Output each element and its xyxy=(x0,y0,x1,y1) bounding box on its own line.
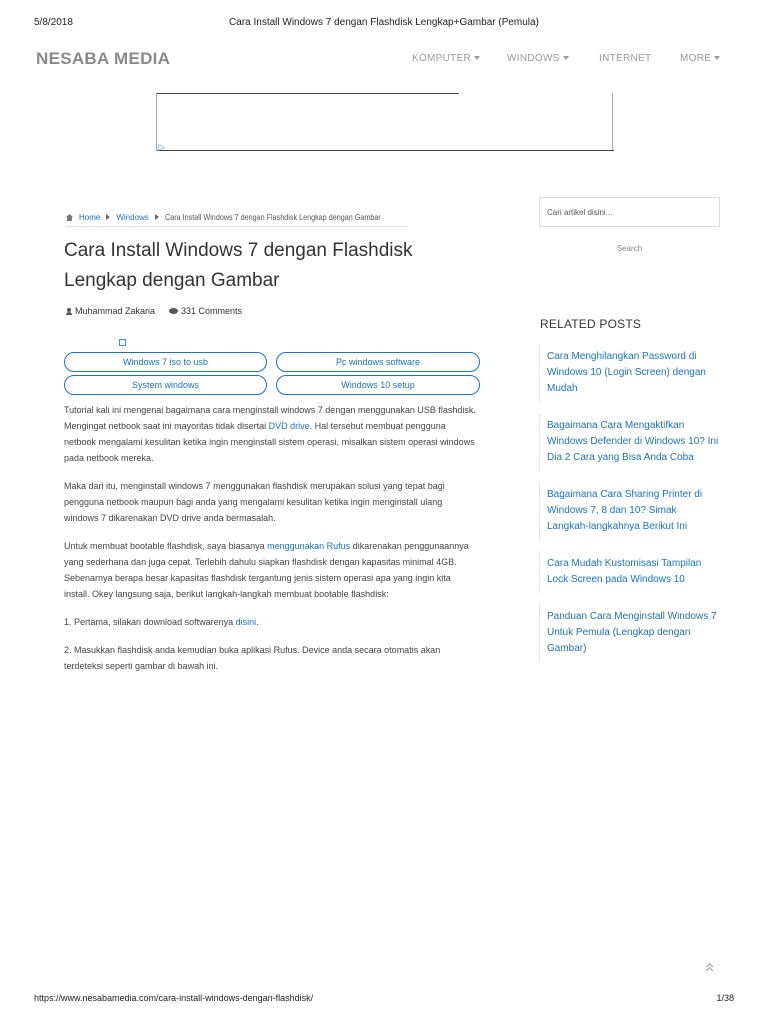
breadcrumb-category[interactable]: Windows xyxy=(116,213,149,222)
paragraph-text: 1. Pertama, silakan download softwarenya xyxy=(64,617,236,627)
adchoices-icon[interactable]: ▷ xyxy=(158,142,165,152)
paragraph xyxy=(64,402,476,466)
author-name[interactable]: Muhammad Zakaria xyxy=(75,306,156,316)
print-url: https://www.nesabamedia.com/cara-install-windows-dengan-flashdisk/ xyxy=(34,993,314,1003)
chevron-right-icon xyxy=(106,214,110,220)
print-header xyxy=(0,17,768,31)
nav-komputer[interactable] xyxy=(412,53,480,64)
nav-windows-label: WINDOWS xyxy=(507,53,560,64)
paragraph: Maka dari itu, menginstall windows 7 menggunakan flashdisk merupakan solusi yang tepat bagi pengguna netbook maupun bagi anda yang mengalami kesulitan ketika ingin menginstall ulang windows 7 dikarenakan DVD drive anda bermasalah. xyxy=(64,481,445,523)
chevron-down-icon xyxy=(474,56,480,60)
print-date: 5/8/2018 xyxy=(34,17,73,28)
related-post-link[interactable]: Cara Menghilangkan Password di Windows 10 (Login Screen) dengan Mudah xyxy=(539,344,720,402)
adchoices-icon[interactable] xyxy=(119,339,126,346)
nav-windows[interactable] xyxy=(507,53,569,64)
page-title: Cara Install Windows 7 dengan Flashdisk Lengkap dengan Gambar xyxy=(64,240,413,291)
paragraph xyxy=(64,538,476,602)
ad-link-button[interactable]: Windows 10 setup xyxy=(276,375,480,395)
chevron-down-icon xyxy=(563,56,569,60)
chevron-right-icon xyxy=(155,214,159,220)
print-title: Cara Install Windows 7 dengan Flashdisk Lengkap+Gambar (Pemula) xyxy=(229,17,539,28)
print-footer xyxy=(0,993,768,1007)
related-post-link[interactable]: Cara Mudah Kustomisasi Tampilan Lock Screen pada Windows 10 xyxy=(539,551,720,593)
breadcrumb-home[interactable]: Home xyxy=(79,213,101,222)
search-input[interactable] xyxy=(539,197,720,227)
paragraph-text: Untuk membuat bootable flashdisk, saya biasanya xyxy=(64,541,268,551)
rufus-link[interactable]: menggunakan Rufus xyxy=(267,541,351,551)
related-posts-heading: RELATED POSTS xyxy=(540,317,642,331)
article-body xyxy=(64,402,476,686)
paragraph-text: . xyxy=(256,617,259,627)
paragraph: 2. Masukkan flashdisk anda kemudian buka aplikasi Rufus. Device anda secara otomatis akan terdeteksi seperti gambar di bawah ini. xyxy=(64,645,441,671)
site-logo[interactable]: NESABA MEDIA xyxy=(36,49,171,68)
related-post-link[interactable]: Panduan Cara Menginstall Windows 7 Untuk Pemula (Lengkap dengan Gambar) xyxy=(539,604,720,662)
article-meta xyxy=(66,306,242,316)
related-post-link[interactable]: Bagaimana Cara Mengaktifkan Windows Defender di Windows 10? Ini Dia 2 Cara yang Bisa Anda Coba xyxy=(539,413,720,471)
ad-link-button[interactable]: Pc windows software xyxy=(276,352,480,372)
paragraph xyxy=(64,614,476,630)
user-icon xyxy=(66,308,72,315)
breadcrumb xyxy=(66,213,405,222)
paragraph-text: . Hal tersebut membuat pengguna netbook mengalami kesulitan ketika ingin menginstall sistem operasi, misalkan sistem operasi windows pada netbook mereka. xyxy=(64,421,475,463)
comments-icon xyxy=(169,308,178,314)
nav-komputer-label: KOMPUTER xyxy=(412,53,472,64)
chevron-down-icon xyxy=(714,56,720,60)
nav-internet[interactable] xyxy=(599,53,651,64)
ad-border-line xyxy=(157,150,614,151)
nav-more[interactable] xyxy=(680,53,720,64)
ad-border-line xyxy=(157,93,459,94)
ad-link-button[interactable]: System windows xyxy=(64,375,267,395)
paragraph-text: dikarenakan penggunaannya yang sederhana dan juga cepat. Terlebih dahulu siapkan flashdisk dengan kapasitas minimal 4GB. Sebenarnya berapa besar kapasitas flashdisk tergantung jenis sistem operasi apa yang ingin kita install. Okey langsung saja, berikut langkah-langkah membuat bootable flashdisk: xyxy=(64,541,469,599)
ad-banner[interactable] xyxy=(156,93,613,151)
download-link[interactable]: disini xyxy=(235,617,257,627)
dvd-drive-link[interactable]: DVD drive xyxy=(268,421,310,431)
print-page-number: 1/38 xyxy=(716,993,734,1003)
nav-internet-label: INTERNET xyxy=(599,53,652,64)
breadcrumb-current: Cara Install Windows 7 dengan Flashdisk Lengkap dengan Gambar xyxy=(164,213,381,222)
related-post-link[interactable]: Bagaimana Cara Sharing Printer di Windows 7, 8 dan 10? Simak Langkah-langkahnya Berikut Ini xyxy=(539,482,720,540)
home-icon xyxy=(66,214,73,221)
back-to-top-icon[interactable] xyxy=(706,963,714,973)
paragraph-text: Tutorial kali ini mengenai bagaimana cara menginstall windows 7 dengan menggunakan USB flashdisk. Mengingat netbook saat ini mayoritas tidak disertai xyxy=(64,405,476,431)
nav-more-label: MORE xyxy=(680,53,712,64)
site-navbar xyxy=(34,48,734,72)
divider xyxy=(66,226,408,227)
ad-link-button[interactable]: Windows 7 iso to usb xyxy=(64,352,267,372)
related-posts-list xyxy=(539,344,720,673)
comment-count[interactable]: 331 Comments xyxy=(181,306,243,316)
search-button[interactable]: Search xyxy=(616,244,643,253)
